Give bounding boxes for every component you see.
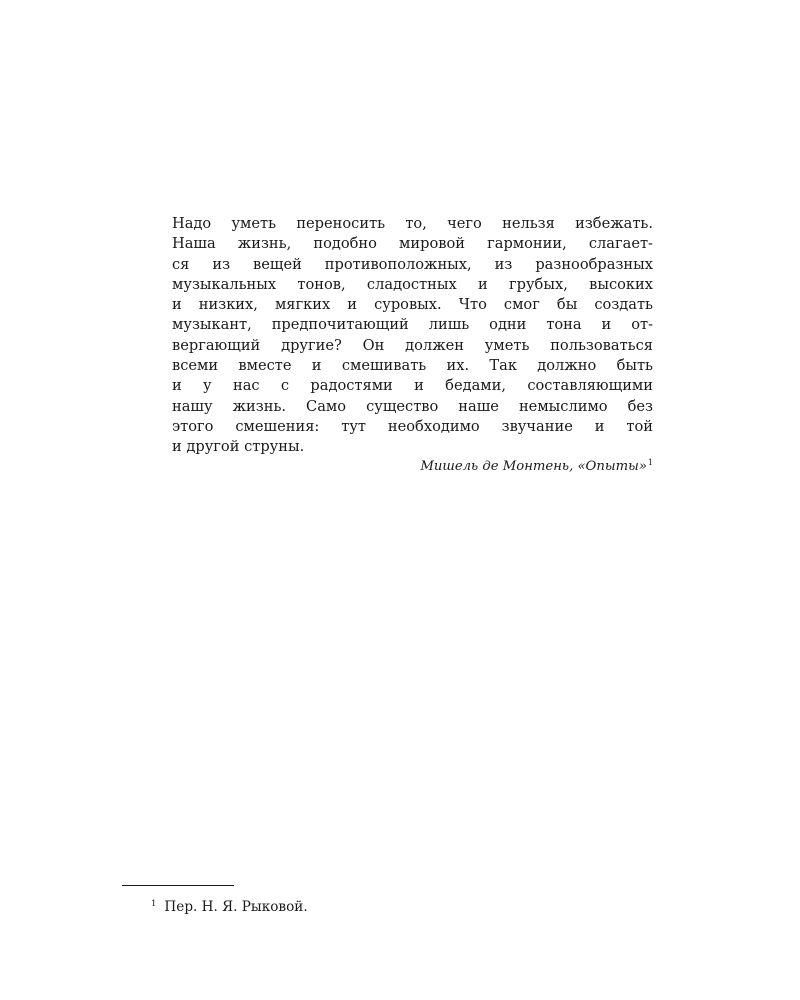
attribution-text: Мишель де Монтень, «Опыты» <box>420 459 647 474</box>
epigraph-line: и у нас с радостями и бедами, составляющими <box>172 377 653 395</box>
epigraph-line: музыкант, предпочитающий лишь одни тона и от- <box>172 316 653 334</box>
epigraph-line: нашу жизнь. Само существо наше немыслимо без <box>172 397 653 415</box>
footnote <box>151 899 308 915</box>
epigraph-quote <box>172 214 653 458</box>
epigraph-line: и низких, мягких и суровых. Что смог бы создать <box>172 296 653 314</box>
footnote-reference: 1 <box>647 458 653 467</box>
epigraph-line: и другой струны. <box>172 438 305 456</box>
footnote-divider <box>122 885 234 886</box>
epigraph-line: этого смешения: тут необходимо звучание и той <box>172 417 653 435</box>
epigraph-line: музыкальных тонов, сладостных и грубых, высоких <box>172 275 653 293</box>
epigraph-line: вергающий другие? Он должен уметь пользоваться <box>172 336 653 354</box>
footnote-marker: 1 <box>151 899 157 909</box>
epigraph-attribution <box>420 458 653 474</box>
epigraph-line: всеми вместе и смешивать их. Так должно быть <box>172 357 653 375</box>
epigraph-line: Наша жизнь, подобно мировой гармонии, слагает- <box>172 235 653 253</box>
epigraph-line: Надо уметь переносить то, чего нельзя избежать. <box>172 215 653 232</box>
footnote-text: Пер. Н. Я. Рыковой. <box>164 899 308 915</box>
epigraph-line: ся из вещей противоположных, из разнообразных <box>172 255 653 273</box>
